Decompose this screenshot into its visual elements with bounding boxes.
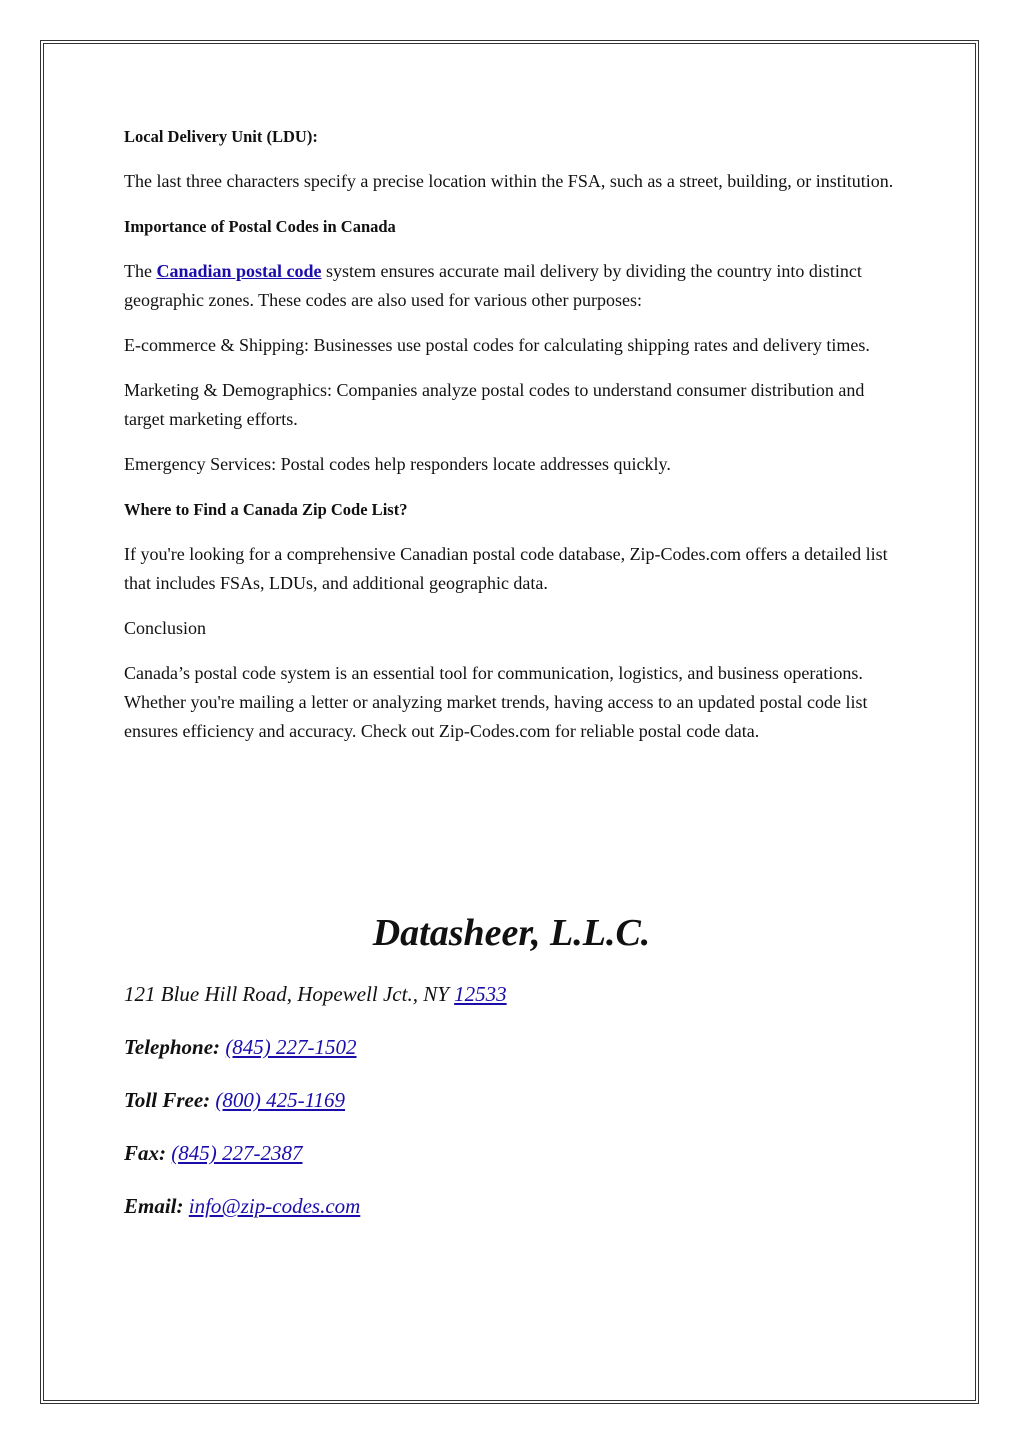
company-name: Datasheer, L.L.C. [372, 912, 651, 954]
tollfree-label: Toll Free: [124, 1088, 211, 1112]
use-marketing: Marketing & Demographics: Companies analyze postal codes to understand consumer distribution and target marketing efforts. [124, 380, 865, 429]
importance-heading: Importance of Postal Codes in Canada [124, 217, 396, 236]
find-body: If you're looking for a comprehensive Canadian postal code database, Zip-Codes.com offers a detailed list that includes FSAs, LDUs, and additional geographic data. [124, 544, 888, 593]
use-emergency: Emergency Services: Postal codes help responders locate addresses quickly. [124, 454, 671, 474]
fax-label: Fax: [124, 1141, 166, 1165]
importance-intro-suffix: system ensures accurate mail delivery by dividing the country into distinct geographic zones. These codes are also used for various other purposes: [124, 261, 862, 310]
importance-intro [124, 257, 904, 315]
company-address [124, 979, 904, 1009]
telephone-link[interactable]: (845) 227-1502 [225, 1035, 357, 1059]
use-ecommerce: E-commerce & Shipping: Businesses use postal codes for calculating shipping rates and delivery times. [124, 335, 870, 355]
conclusion-body: Canada’s postal code system is an essential tool for communication, logistics, and business operations. Whether you're mailing a letter or analyzing market trends, having access to an updated postal code list ensures efficiency and accuracy. Check out Zip-Codes.com for reliable postal code data. [124, 663, 868, 741]
telephone-line [124, 1032, 904, 1062]
email-label: Email: [124, 1194, 184, 1218]
email-link[interactable]: info@zip-codes.com [188, 1194, 361, 1218]
tollfree-line [124, 1085, 904, 1115]
fax-link[interactable]: (845) 227-2387 [171, 1141, 303, 1165]
fax-line [124, 1138, 904, 1168]
canadian-postal-code-link[interactable]: Canadian postal code [156, 261, 322, 281]
conclusion-heading: Conclusion [124, 618, 207, 638]
tollfree-link[interactable]: (800) 425-1169 [215, 1088, 346, 1112]
document-content [124, 122, 904, 762]
importance-intro-prefix: The [124, 261, 157, 281]
ldu-heading: Local Delivery Unit (LDU): [124, 127, 318, 146]
address-text: 121 Blue Hill Road, Hopewell Jct., NY [124, 982, 455, 1006]
find-heading: Where to Find a Canada Zip Code List? [124, 500, 408, 519]
email-line [124, 1191, 904, 1221]
telephone-label: Telephone: [124, 1035, 221, 1059]
zip-link[interactable]: 12533 [454, 982, 507, 1006]
ldu-body: The last three characters specify a precise location within the FSA, such as a street, building, or institution. [124, 171, 894, 191]
